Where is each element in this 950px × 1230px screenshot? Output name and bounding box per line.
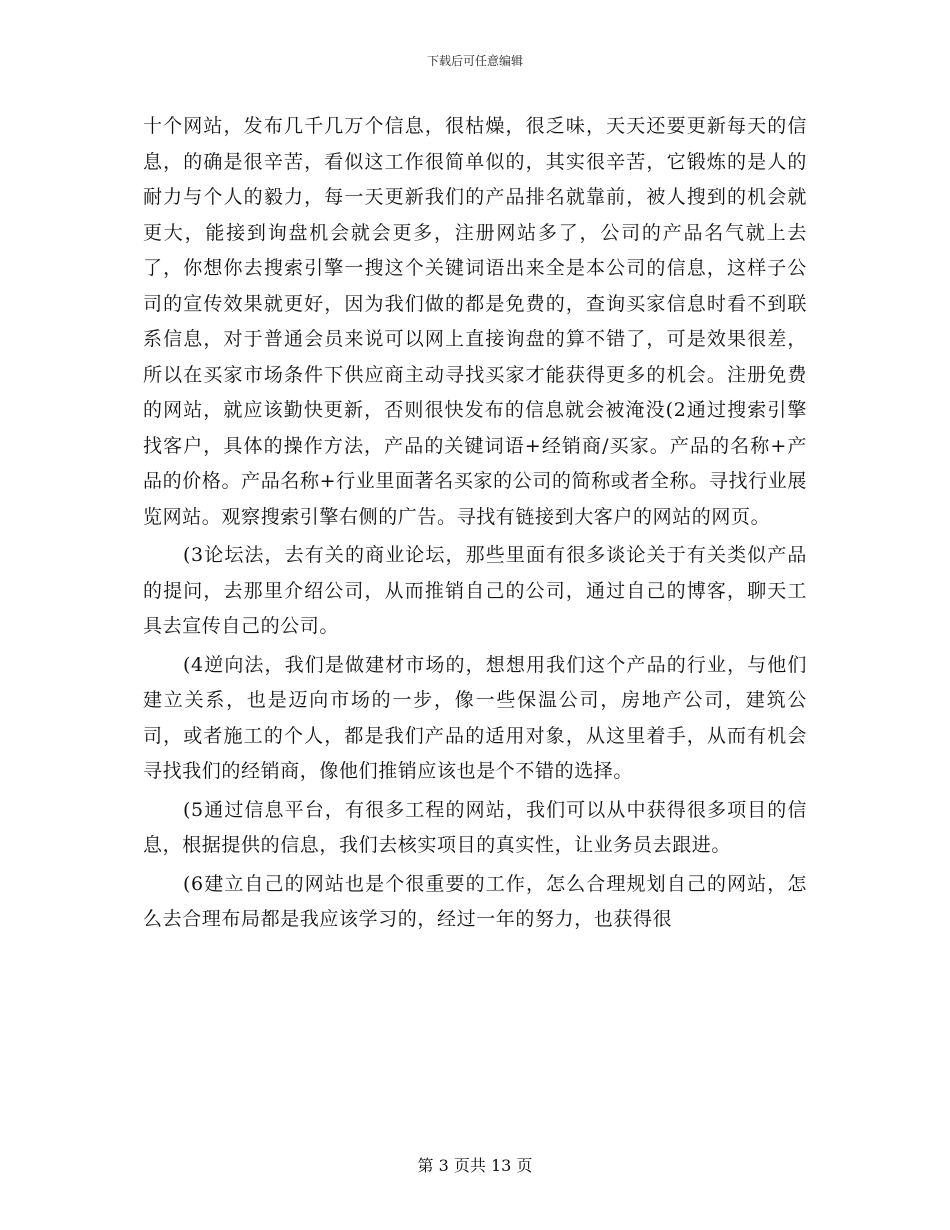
- document-body: [143, 109, 807, 938]
- paragraph-forum-method: (3论坛法，去有关的商业论坛，那些里面有很多谈论关于有关类似产品的提问，去那里介绍公司，从而推销自己的公司，通过自己的博客，聊天工具去宣传自己的公司。: [143, 544, 807, 637]
- paragraph-info-platform: (5通过信息平台，有很多工程的网站，我们可以从中获得很多项目的信息，根据提供的信息，我们去核实项目的真实性，让业务员去跟进。: [143, 798, 807, 856]
- paragraph-continuation: 十个网站，发布几千几万个信息，很枯燥，很乏味，天天还要更新每天的信息，的确是很辛苦，看似这工作很简单似的，其实很辛苦，它锻炼的是人的耐力与个人的毅力，每一天更新我们的产品排名就靠前，被人搜到的机会就更大，能接到询盘机会就会更多，注册网站多了，公司的产品名气就上去了，你想你去搜索引擎一搜这个关键词语出来全是本公司的信息，这样子公司的宣传效果就更好，因为我们做的都是免费的，查询买家信息时看不到联系信息，对于普通会员来说可以网上直接询盘的算不错了，可是效果很差，所以在买家市场条件下供应商主动寻找买家才能获得更多的机会。注册免费的网站，就应该勤快更新，否则很快发布的信息就会被淹没(2通过搜索引擎找客户，具体的操作方法，产品的关键词语+经销商/买家。产品的名称+产品的价格。产品名称+行业里面著名买家的公司的简称或者全称。寻找行业展览网站。观察搜索引擎右侧的广告。寻找有链接到大客户的网站的网页。: [143, 115, 807, 528]
- paragraph-own-website: (6建立自己的网站也是个很重要的工作，怎么合理规划自己的网站，怎么去合理布局都是我应该学习的，经过一年的努力，也获得很: [143, 872, 807, 930]
- page-header-note: 下载后可任意编辑: [426, 54, 523, 68]
- paragraph-reverse-method: (4逆向法，我们是做建材市场的，想想用我们这个产品的行业，与他们建立关系，也是迈向市场的一步，像一些保温公司，房地产公司，建筑公司，或者施工的个人，都是我们产品的适用对象，从这里着手，从而有机会寻找我们的经销商，像他们推销应该也是个不错的选择。: [143, 653, 807, 782]
- page-number-footer: 第 3 页共 13 页: [417, 1156, 533, 1175]
